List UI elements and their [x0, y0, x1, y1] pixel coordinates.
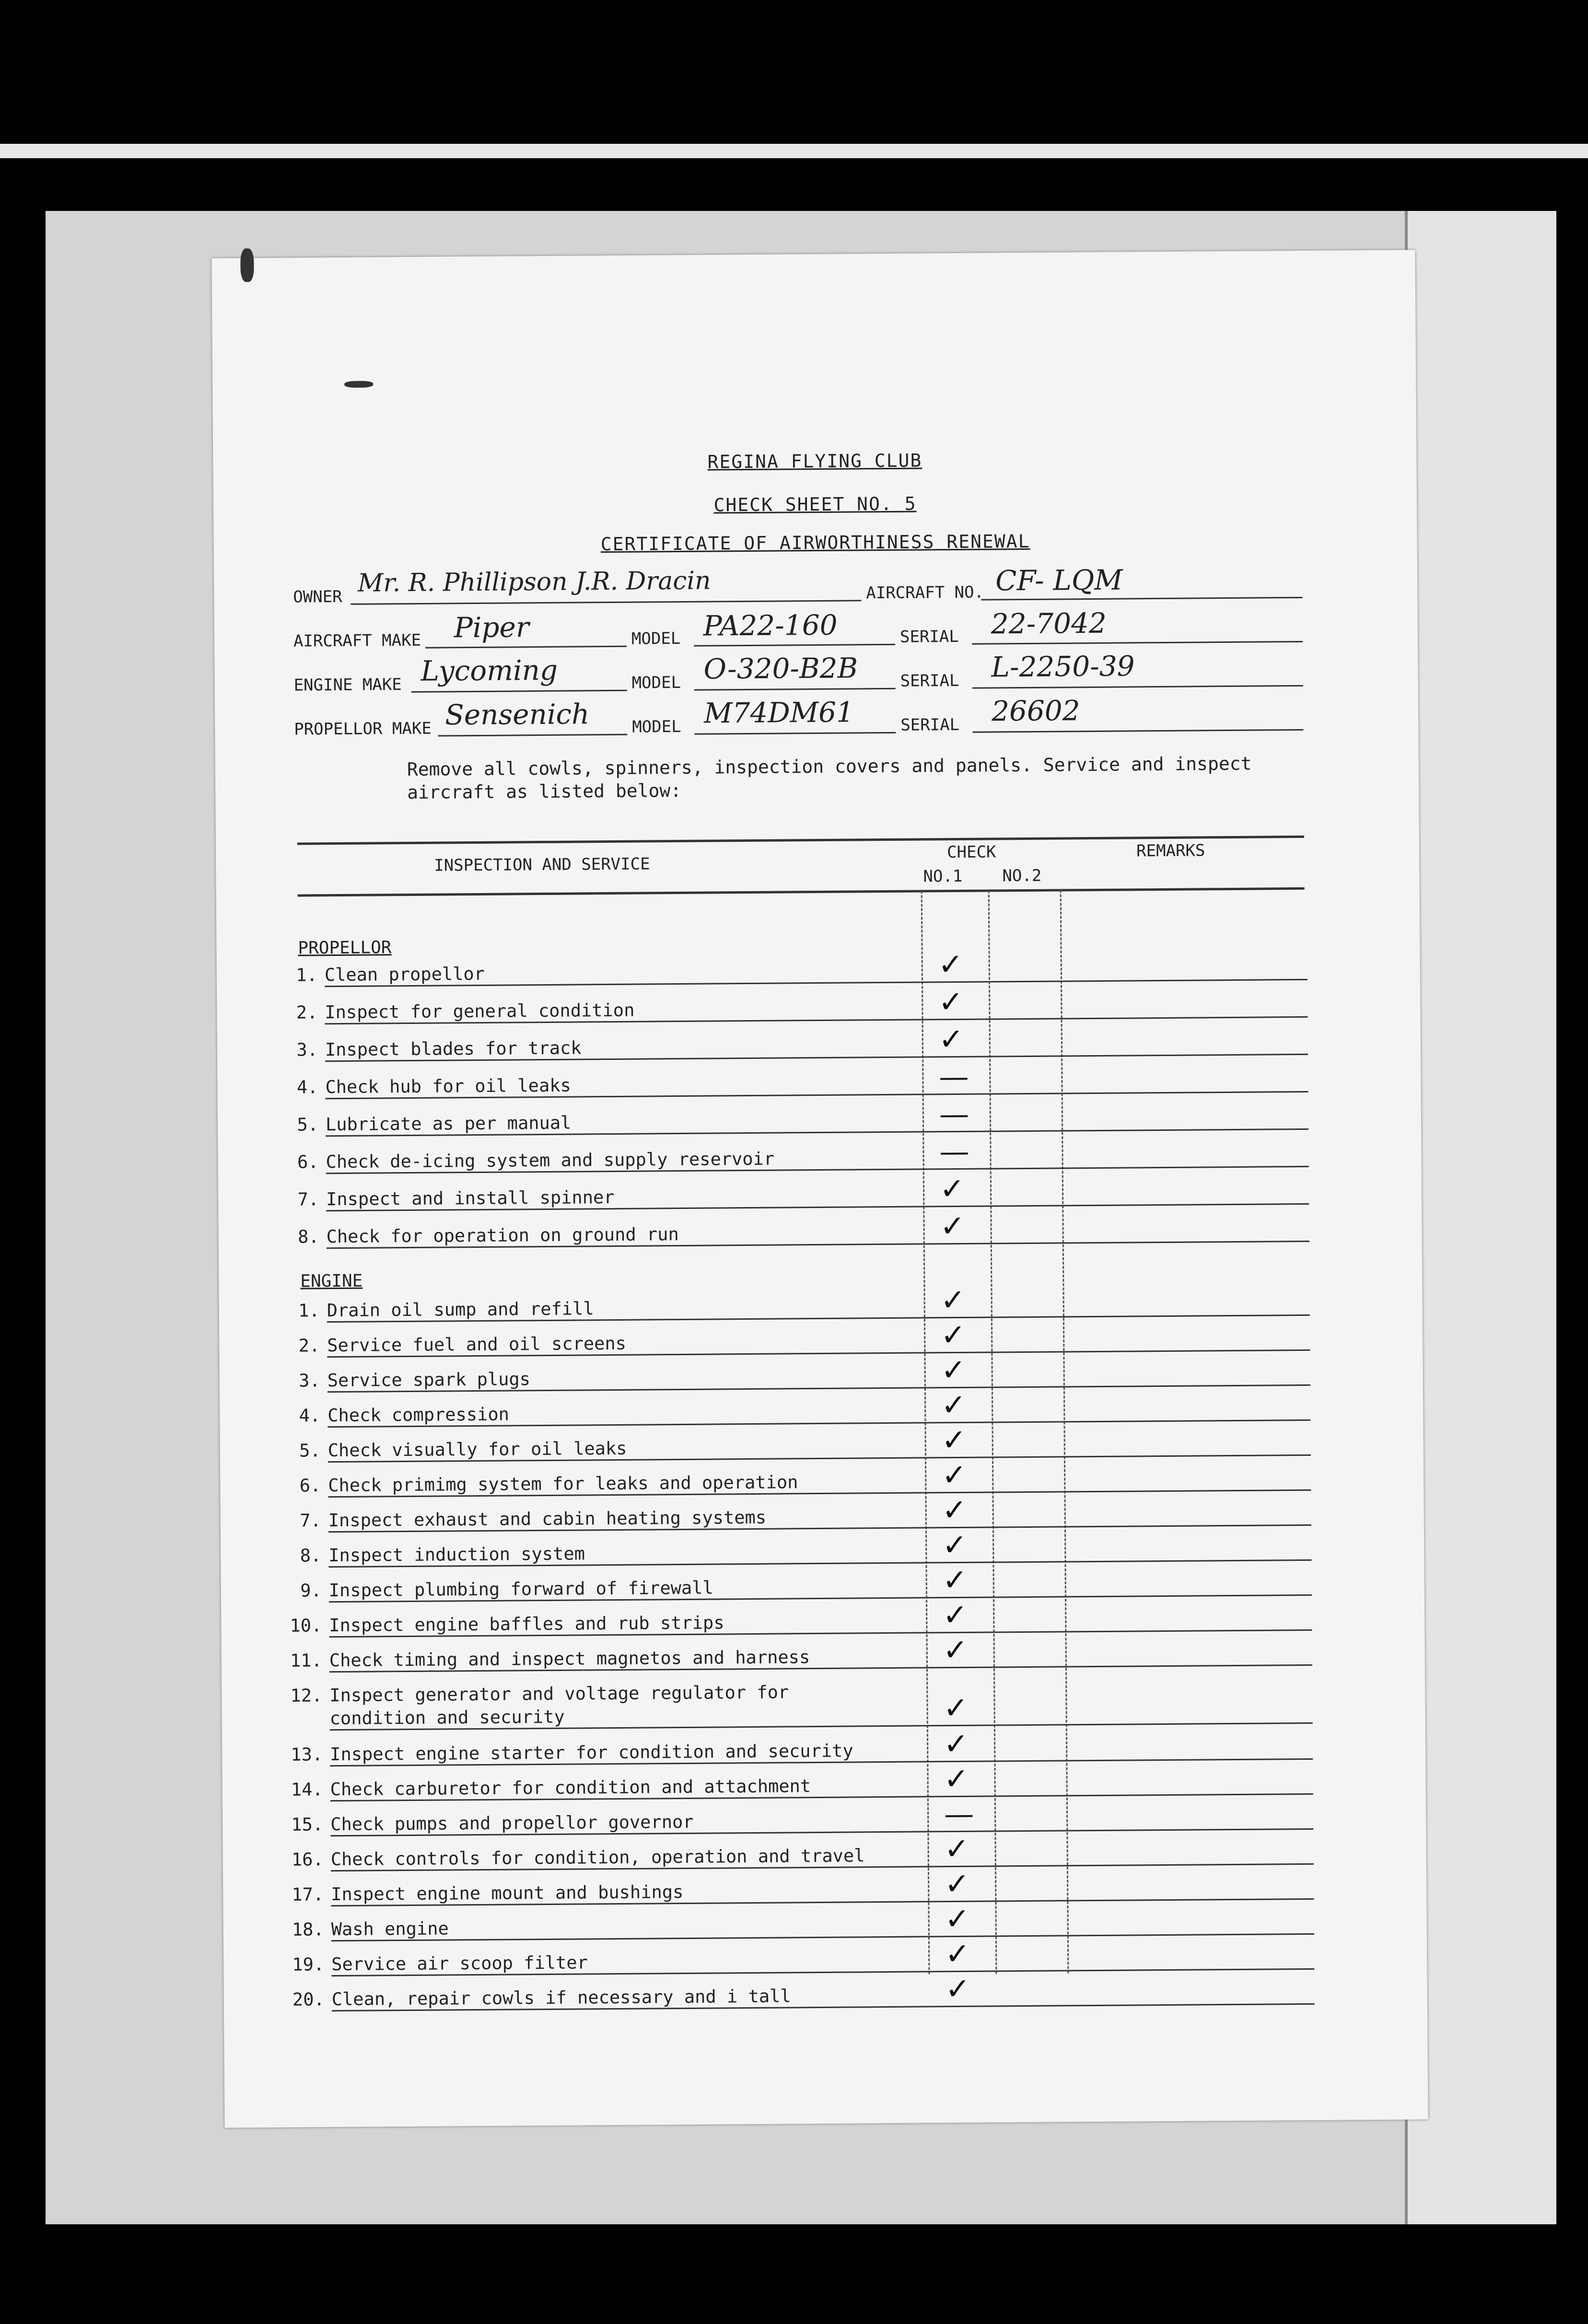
- item-text: Check de-icing system and supply reservoir: [326, 1148, 775, 1173]
- check-sheet-page: [211, 250, 1428, 2127]
- check-no1-mark: ✓: [941, 1387, 967, 1423]
- aircraft-no-line: [981, 597, 1302, 601]
- col-no1-left-border: [921, 891, 930, 1974]
- check-no1-mark: ✓: [945, 1901, 970, 1937]
- check-no1-mark: ✓: [943, 1690, 969, 1726]
- item-text: Inspect engine starter for condition and security: [330, 1740, 853, 1765]
- check-no1-mark: ✓: [939, 1171, 965, 1207]
- check-no1-mark: ✓: [941, 1457, 967, 1493]
- item-number: 7.: [300, 1510, 321, 1531]
- check-no1-mark: ✓: [938, 946, 963, 982]
- aircraft-make-label: AIRCRAFT MAKE: [293, 630, 421, 651]
- aircraft-model-line: [694, 644, 895, 647]
- prop-make-value: Sensenich: [444, 697, 590, 732]
- item-text: Check controls for condition, operation and travel: [330, 1845, 865, 1870]
- item-number: 4.: [296, 1077, 318, 1098]
- check-no1-mark: ✓: [943, 1632, 968, 1668]
- item-number: 14.: [291, 1779, 323, 1800]
- item-rule: [331, 1933, 1314, 1941]
- club-title: REGINA FLYING CLUB: [707, 450, 922, 473]
- col-no2-header: NO.2: [1002, 866, 1042, 886]
- item-text: Wash engine: [331, 1918, 449, 1940]
- backing-board-edge: [1405, 211, 1556, 2224]
- ink-mark: [344, 381, 373, 387]
- prop-model-value: M74DM61: [703, 696, 854, 730]
- item-number: 6.: [299, 1475, 321, 1496]
- item-number: 11.: [290, 1650, 322, 1671]
- item-text: Check visually for oil leaks: [327, 1438, 627, 1461]
- check-no1-mark: ✓: [945, 1936, 970, 1972]
- item-number: 2.: [296, 1002, 318, 1023]
- check-no1-mark: ✓: [945, 1971, 970, 2007]
- check-no1-mark: —: [939, 1058, 969, 1094]
- check-no1-mark: ✓: [944, 1831, 969, 1867]
- tape-mark: [240, 248, 254, 282]
- engine-serial-line: [972, 685, 1303, 689]
- check-no1-mark: ✓: [942, 1492, 967, 1528]
- engine-section-title: ENGINE: [300, 1271, 363, 1291]
- engine-make-line: [411, 690, 627, 693]
- aircraft-no-value: CF- LQM: [995, 563, 1123, 597]
- col-remarks-header: REMARKS: [1136, 841, 1205, 861]
- item-text: Inspect for general condition: [325, 999, 635, 1023]
- propellor-section-title: PROPELLOR: [298, 938, 392, 958]
- table-header-rule: [298, 887, 1305, 897]
- item-number: 4.: [299, 1405, 321, 1426]
- engine-model-label: MODEL: [631, 673, 681, 693]
- item-number: 19.: [292, 1954, 325, 1975]
- item-text: Check hub for oil leaks: [325, 1075, 571, 1098]
- item-number: 18.: [292, 1919, 324, 1940]
- check-no1-mark: ✓: [942, 1527, 968, 1563]
- check-no1-mark: ✓: [940, 1317, 966, 1353]
- film-border: [0, 144, 1588, 158]
- owner-label: OWNER: [293, 587, 342, 607]
- item-number: 1.: [296, 964, 318, 986]
- check-no1-mark: ✓: [940, 1282, 966, 1318]
- item-number: 20.: [292, 1989, 325, 2010]
- check-no1-mark: ✓: [938, 984, 964, 1020]
- prop-make-line: [438, 734, 627, 737]
- check-no1-mark: ✓: [940, 1208, 965, 1244]
- check-no1-mark: ✓: [944, 1761, 969, 1797]
- item-number: 5.: [299, 1440, 321, 1461]
- aircraft-make-line: [425, 646, 627, 649]
- item-number: 7.: [297, 1189, 319, 1210]
- item-text: Inspect and install spinner: [326, 1186, 615, 1210]
- check-no1-mark: ✓: [944, 1866, 970, 1902]
- check-no1-mark: —: [939, 1096, 969, 1132]
- col-no2-right-border: [1060, 890, 1069, 1973]
- aircraft-no-label: AIRCRAFT NO.: [866, 582, 984, 603]
- sheet-number: CHECK SHEET NO. 5: [713, 493, 917, 516]
- prop-make-label: PROPELLOR MAKE: [294, 719, 432, 739]
- check-no1-mark: —: [939, 1133, 969, 1169]
- instructions: Remove all cowls, spinners, inspection covers and panels. Service and inspect aircraft as listed below:: [407, 753, 1252, 803]
- col-check-header: CHECK: [946, 842, 996, 862]
- item-number: 17.: [292, 1884, 324, 1905]
- item-text: Service spark plugs: [327, 1369, 531, 1391]
- col-no1-header: NO.1: [923, 866, 963, 886]
- item-text: Inspect generator and voltage regulator for: [329, 1682, 789, 1706]
- item-text: Inspect blades for track: [325, 1037, 582, 1060]
- item-number: 3.: [299, 1370, 320, 1391]
- item-number: 15.: [291, 1814, 324, 1835]
- check-no1-mark: ✓: [942, 1562, 968, 1598]
- prop-serial-value: 26602: [991, 694, 1080, 728]
- prop-serial-line: [972, 729, 1303, 733]
- item-text: Check primimg system for leaks and operation: [328, 1472, 798, 1496]
- item-number: 13.: [291, 1744, 323, 1765]
- item-text: Check for operation on ground run: [326, 1224, 679, 1247]
- item-number: 5.: [297, 1114, 319, 1135]
- item-text: Drain oil sump and refill: [327, 1298, 594, 1321]
- item-number: 12.: [290, 1685, 323, 1706]
- check-no1-mark: ✓: [941, 1422, 967, 1458]
- col-inspection-header: INSPECTION AND SERVICE: [434, 854, 650, 875]
- item-text-continued: condition and security: [329, 1706, 565, 1729]
- aircraft-make-value: Piper: [454, 611, 529, 644]
- prop-model-line: [694, 732, 896, 735]
- item-text: Inspect engine baffles and rub strips: [329, 1612, 724, 1636]
- item-number: 16.: [291, 1849, 324, 1870]
- prop-serial-label: SERIAL: [900, 715, 960, 735]
- item-number: 8.: [300, 1545, 322, 1566]
- aircraft-serial-line: [972, 641, 1303, 645]
- item-number: 2.: [298, 1335, 320, 1356]
- engine-serial-value: L-2250-39: [991, 650, 1135, 684]
- item-text: Inspect engine mount and bushings: [331, 1882, 684, 1905]
- item-text: Inspect induction system: [328, 1543, 585, 1566]
- item-text: Lubricate as per manual: [325, 1112, 572, 1135]
- item-number: 3.: [296, 1039, 318, 1060]
- item-text: Service air scoop filter: [331, 1952, 588, 1975]
- item-text: Inspect plumbing forward of firewall: [328, 1577, 713, 1601]
- owner-line: [350, 600, 861, 604]
- check-no1-mark: —: [944, 1796, 974, 1832]
- engine-make-value: Lycoming: [420, 653, 558, 687]
- engine-make-label: ENGINE MAKE: [293, 675, 402, 695]
- check-no1-mark: ✓: [942, 1597, 968, 1633]
- item-text: Inspect exhaust and cabin heating systems: [328, 1507, 767, 1531]
- aircraft-serial-value: 22-7042: [991, 606, 1107, 640]
- engine-serial-label: SERIAL: [900, 671, 959, 691]
- item-number: 1.: [298, 1300, 320, 1321]
- check-no1-mark: ✓: [938, 1021, 964, 1057]
- aircraft-model-value: PA22-160: [703, 608, 838, 642]
- owner-value: Mr. R. Phillipson J.R. Dracin: [357, 566, 711, 598]
- item-text: Check carburetor for condition and attachment: [330, 1776, 811, 1800]
- item-text: Check timing and inspect magnetos and harness: [329, 1647, 810, 1671]
- item-text: Check compression: [327, 1404, 510, 1426]
- certificate-title: CERTIFICATE OF AIRWORTHINESS RENEWAL: [600, 530, 1030, 555]
- prop-model-label: MODEL: [632, 717, 681, 737]
- col-no1-right-border: [988, 891, 997, 1974]
- item-number: 9.: [300, 1580, 322, 1601]
- item-number: 10.: [290, 1615, 322, 1636]
- item-text: Clean propellor: [324, 963, 485, 986]
- check-no1-mark: ✓: [941, 1352, 966, 1388]
- item-number: 8.: [297, 1226, 319, 1247]
- engine-model-line: [694, 688, 896, 691]
- item-text: Check pumps and propellor governor: [330, 1811, 694, 1835]
- item-number: 6.: [297, 1151, 319, 1173]
- engine-model-value: O-320-B2B: [703, 651, 858, 686]
- aircraft-serial-label: SERIAL: [899, 627, 959, 647]
- aircraft-model-label: MODEL: [631, 629, 681, 649]
- check-no1-mark: ✓: [943, 1726, 969, 1762]
- item-text: Clean, repair cowls if necessary and i tall: [331, 1986, 791, 2010]
- item-text: Service fuel and oil screens: [327, 1333, 627, 1356]
